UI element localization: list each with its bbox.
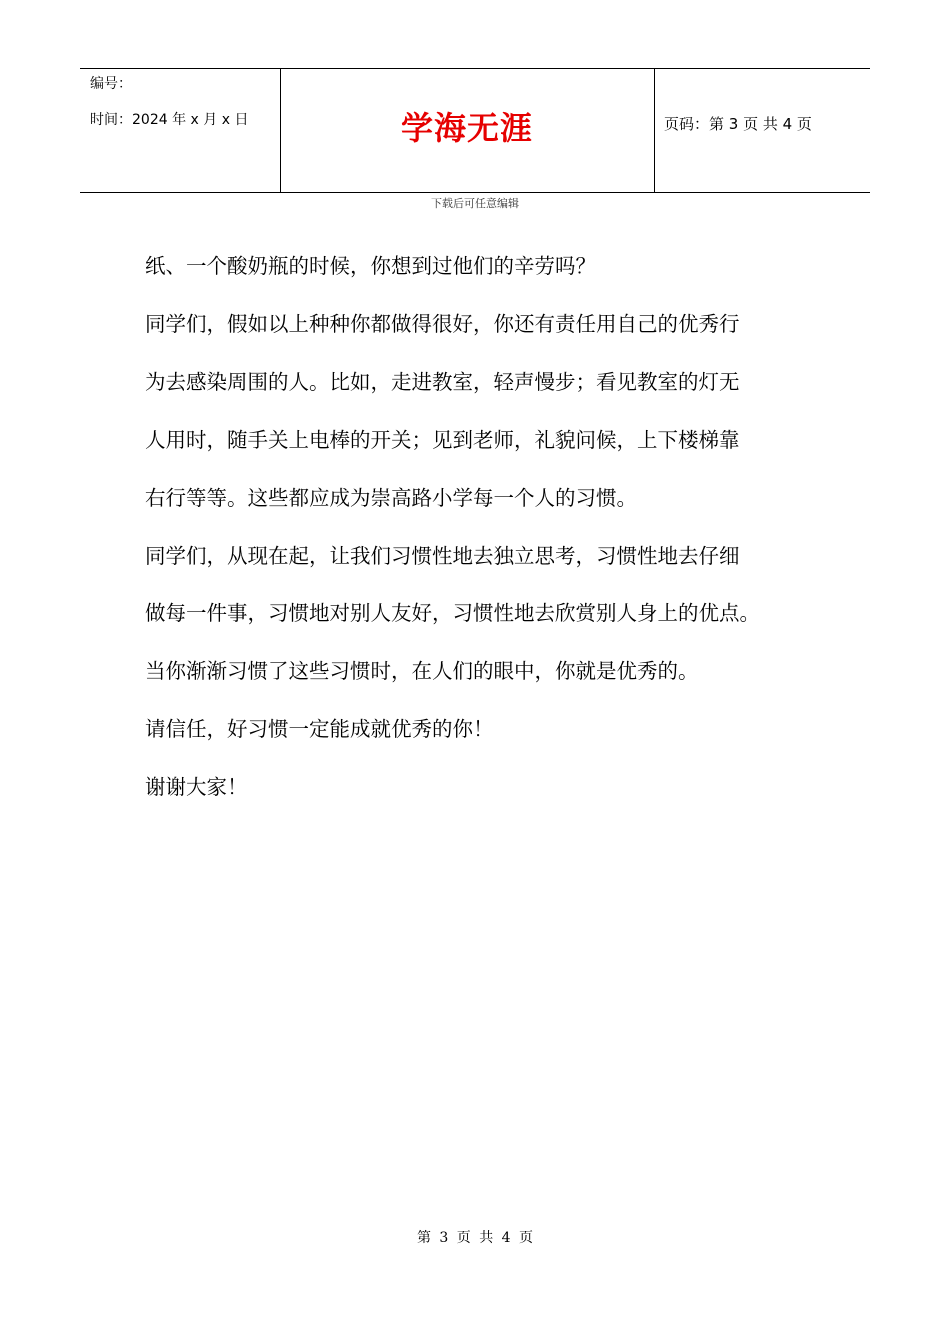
brand-title: 学海无涯 (400, 109, 533, 147)
page-footer: 第 3 页 共 4 页 (416, 1230, 534, 1246)
header-divider (654, 69, 655, 192)
body-line: 同学们，从现在起，让我们习惯性地去独立思考，习惯性地去仔细 (145, 543, 740, 568)
body-line: 纸、一个酸奶瓶的时候，你想到过他们的辛劳吗？ (145, 254, 596, 278)
page-info: 页码：第 3 页 共 4 页 (664, 115, 812, 133)
edit-note: 下载后可任意编辑 (431, 197, 519, 210)
serial-number-label: 编号： (90, 76, 132, 92)
body-line: 同学们，假如以上种种你都做得很好，你还有责任用自己的优秀行 (145, 311, 740, 336)
body-line: 为去感染周围的人。比如，走进教室，轻声慢步；看见教室的灯无 (145, 369, 740, 394)
body-line: 请信任，好习惯一定能成就优秀的你！ (145, 717, 494, 742)
date-label: 时间：2024 年 x 月 x 日 (90, 112, 249, 128)
body-line: 右行等等。这些都应成为崇高路小学每一个人的习惯。 (145, 485, 637, 510)
body-line: 做每一件事，习惯地对别人友好，习惯性地去欣赏别人身上的优点。 (145, 601, 760, 626)
body-line: 谢谢大家！ (145, 775, 248, 800)
body-line: 人用时，随手关上电棒的开关；见到老师，礼貌问候，上下楼梯靠 (145, 427, 740, 452)
body-text (145, 238, 845, 817)
body-line: 当你渐渐习惯了这些习惯时，在人们的眼中，你就是优秀的。 (145, 659, 699, 684)
document-header (80, 68, 870, 193)
